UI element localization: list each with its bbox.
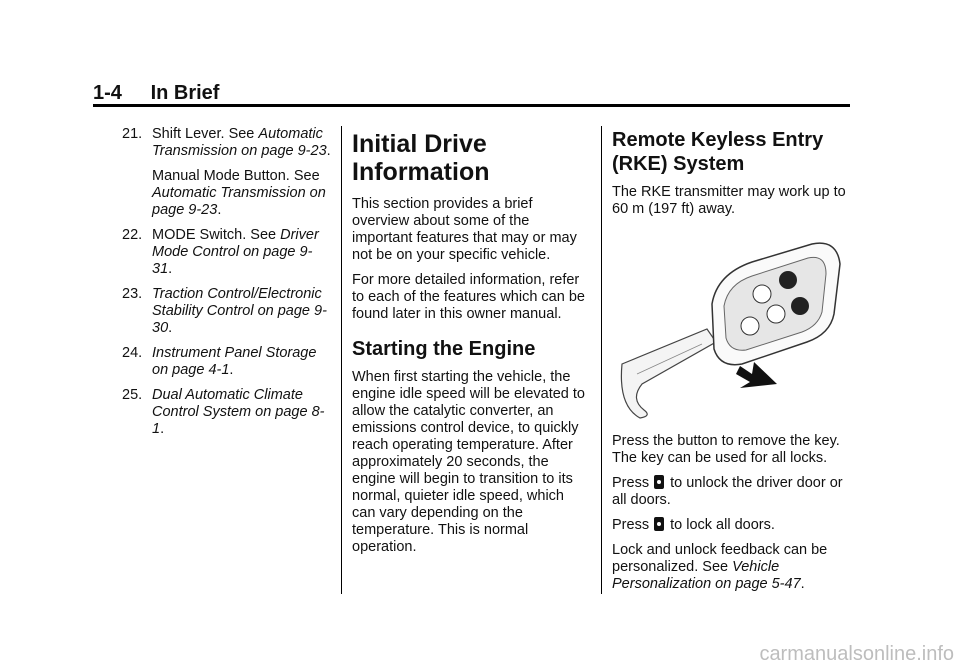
text: Press (612, 517, 654, 533)
page-header (93, 82, 219, 105)
list-subitem (122, 168, 332, 219)
punctuation: . (168, 261, 173, 277)
item-text: MODE Switch. See (152, 227, 281, 243)
punctuation: . (217, 202, 222, 218)
cross-reference-link[interactable]: Traction Control/Electronic Stability Control on page 9-30 (152, 286, 327, 336)
item-number: 24. (122, 345, 143, 361)
item-text: Manual Mode Button. See (152, 168, 320, 184)
list-item (122, 387, 332, 438)
key-fob-illustration (612, 234, 852, 424)
item-number: 22. (122, 227, 143, 243)
cross-reference-link[interactable]: Automatic Transmission on page 9-23 (152, 126, 327, 159)
paragraph (612, 475, 852, 509)
list-item (122, 286, 332, 337)
section-title: In Brief (150, 82, 220, 104)
paragraph (612, 542, 852, 593)
list-item (122, 126, 332, 160)
cross-reference-link[interactable]: Automatic Transmission on page 9-23 (152, 185, 326, 218)
arrow-icon (736, 362, 777, 388)
punctuation: . (800, 576, 805, 592)
panic-button (741, 317, 759, 335)
cross-reference-link[interactable]: Instrument Panel Storage on page 4-1 (152, 345, 317, 378)
text: Lock and unlock feedback can be personalized. See (612, 542, 828, 575)
paragraph: This section provides a brief overview about some of the important features that may or may not be on your specific vehicle. (352, 196, 577, 263)
key-blade (621, 329, 716, 418)
column-right (612, 126, 852, 601)
paragraph: When first starting the vehicle, the engine idle speed will be elevated to allow the catalytic converter, an emissions control device, to quickly reach operating temperature. After approximately 20 seconds, the engine will begin to transition to its normal, quieter idle speed, which can vary depending on the temperature. This is normal operation. (352, 369, 585, 555)
punctuation: . (168, 320, 173, 336)
punctuation: . (229, 362, 234, 378)
punctuation: . (160, 421, 165, 437)
column-divider (341, 126, 342, 594)
section-heading: Remote Keyless Entry (RKE) System (612, 129, 824, 175)
lock-icon (654, 517, 664, 531)
unlock-button (767, 305, 785, 323)
watermark: carmanualsonline.info (759, 643, 954, 665)
header-rule (93, 104, 850, 107)
punctuation: . (326, 143, 331, 159)
text: Press (612, 475, 654, 491)
unlock-icon (654, 475, 664, 489)
column-divider (601, 126, 602, 594)
page-number: 1-4 (93, 82, 122, 104)
lock-button (779, 271, 797, 289)
remote-start-button (753, 285, 771, 303)
item-number: 25. (122, 387, 143, 403)
trunk-button (791, 297, 809, 315)
cross-reference-link[interactable]: Dual Automatic Climate Control System on page 8-1 (152, 387, 325, 437)
section-heading: Initial Drive Information (352, 130, 490, 186)
paragraph (612, 517, 852, 534)
text: to lock all doors. (666, 517, 775, 533)
paragraph: For more detailed information, refer to each of the features which can be found later in this owner manual. (352, 272, 585, 322)
column-middle (352, 126, 590, 564)
cross-reference-link[interactable]: Vehicle Personalization on page 5-47 (612, 559, 801, 592)
cross-reference-link[interactable]: Driver Mode Control on page 9-31 (152, 227, 319, 277)
paragraph: Press the button to remove the key. The key can be used for all locks. (612, 433, 840, 466)
item-number: 21. (122, 126, 143, 142)
item-number: 23. (122, 286, 143, 302)
list-item (122, 345, 332, 379)
list-item (122, 227, 332, 278)
column-left (122, 126, 332, 446)
item-text: Shift Lever. See (152, 126, 259, 142)
text: to unlock the driver door or all doors. (612, 475, 843, 508)
subsection-heading: Starting the Engine (352, 338, 536, 360)
paragraph: The RKE transmitter may work up to 60 m (197 ft) away. (612, 184, 846, 217)
